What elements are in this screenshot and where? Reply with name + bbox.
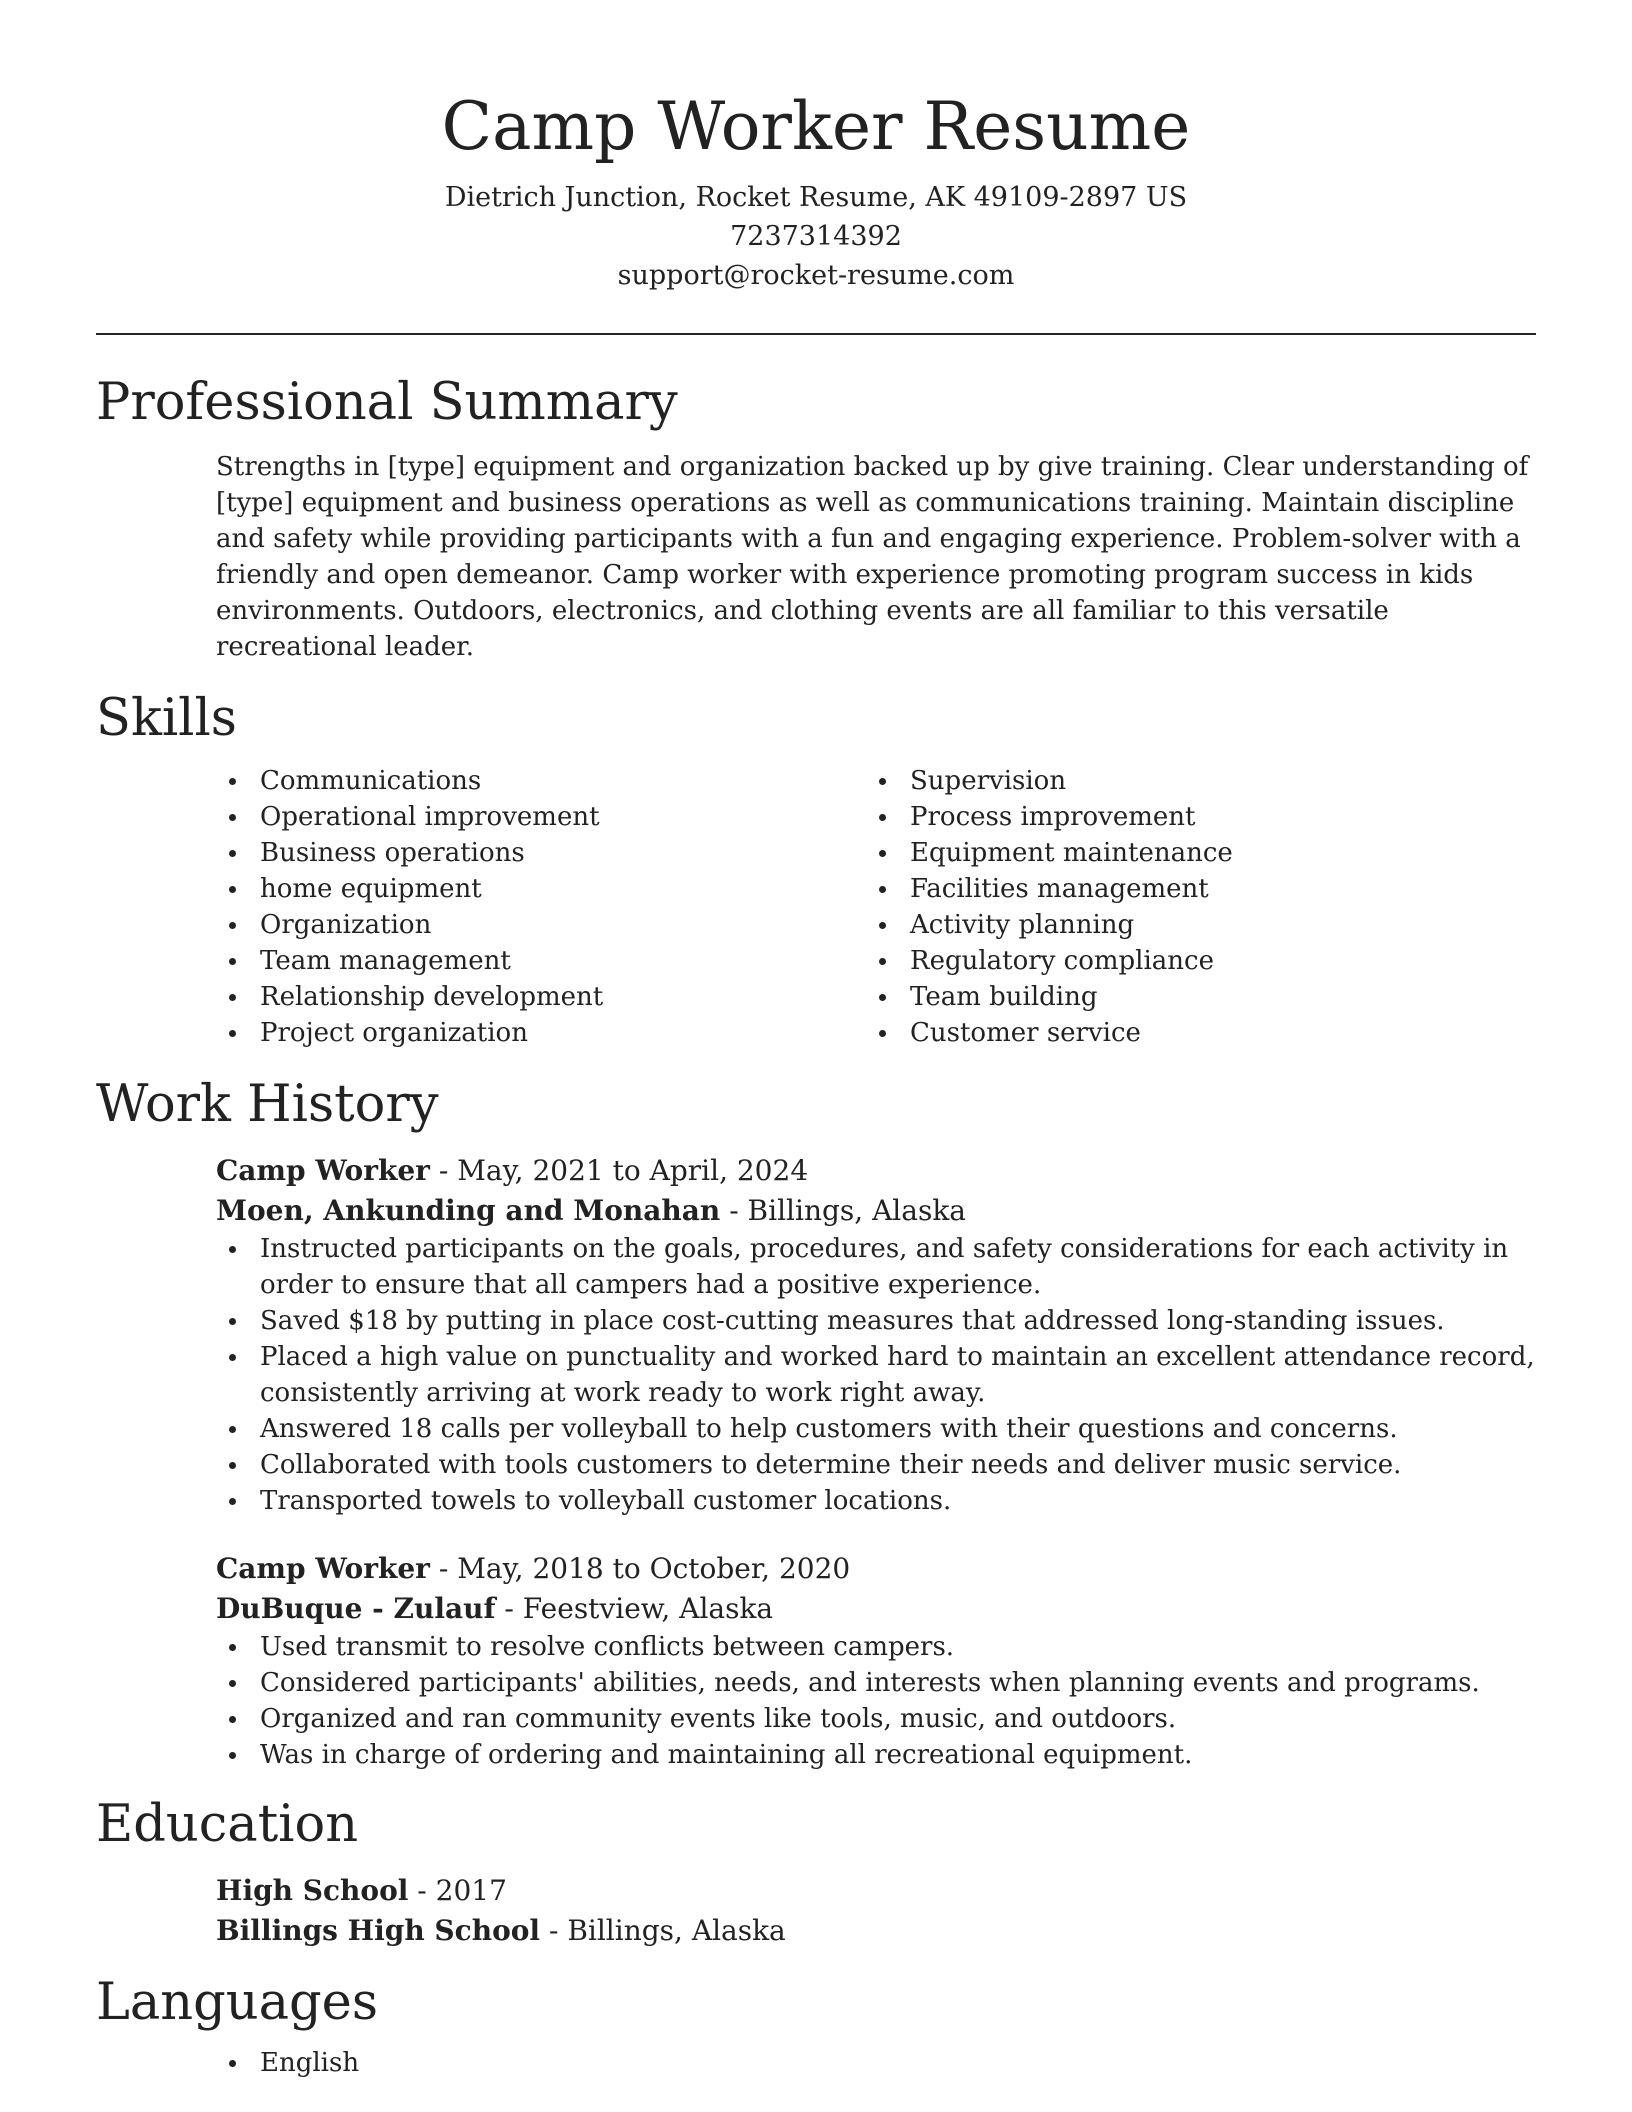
work-history-heading: Work History	[96, 1075, 439, 1134]
summary-section	[96, 373, 1536, 665]
skill-item: Facilities management	[866, 871, 1516, 907]
skills-list-right	[866, 763, 1516, 1051]
skill-item: Equipment maintenance	[866, 835, 1516, 871]
resume-title: Camp Worker Resume	[441, 88, 1191, 165]
skills-column-left	[216, 763, 866, 1051]
skills-list-left	[216, 763, 866, 1051]
skill-item: Business operations	[216, 835, 866, 871]
job-company: Moen, Ankunding and Monahan	[216, 1194, 721, 1227]
job-location: - Billings, Alaska	[720, 1194, 966, 1227]
job-bullets	[96, 1629, 1536, 1773]
skills-grid	[216, 763, 1536, 1051]
education-heading: Education	[96, 1795, 359, 1854]
skill-item: Supervision	[866, 763, 1516, 799]
skills-column-right	[866, 763, 1516, 1051]
skill-item: Project organization	[216, 1015, 866, 1051]
job-bullet: Organized and ran community events like tools, music, and outdoors.	[216, 1701, 1536, 1737]
contact-phone: 7237314392	[730, 221, 902, 252]
education-school-line	[216, 1911, 1536, 1951]
skill-item: Process improvement	[866, 799, 1516, 835]
job-bullet: Transported towels to volleyball customer locations.	[216, 1483, 1536, 1519]
job-dates: - May, 2021 to April, 2024	[429, 1154, 809, 1187]
job-title: Camp Worker	[216, 1552, 430, 1585]
languages-heading: Languages	[96, 1973, 379, 2032]
job-bullet: Collaborated with tools customers to determine their needs and deliver music service.	[216, 1447, 1536, 1483]
skill-item: Team building	[866, 979, 1516, 1015]
job-entry	[216, 1151, 1536, 1519]
job-entry	[216, 1549, 1536, 1773]
education-section	[96, 1795, 1536, 1951]
contact-email: support@rocket-resume.com	[617, 260, 1015, 291]
job-bullet: Was in charge of ordering and maintaining all recreational equipment.	[216, 1737, 1536, 1773]
skills-section	[96, 689, 1536, 1051]
job-bullet: Used transmit to resolve conflicts between campers.	[216, 1629, 1536, 1665]
skill-item: Customer service	[866, 1015, 1516, 1051]
resume-page	[96, 0, 1536, 2081]
contact-info	[96, 178, 1536, 295]
languages-list	[216, 2045, 1536, 2081]
job-title: Camp Worker	[216, 1154, 430, 1187]
job-title-line	[216, 1549, 1536, 1589]
job-bullet: Instructed participants on the goals, procedures, and safety considerations for each activity in order to ensure that all campers had a positive experience.	[216, 1231, 1536, 1303]
skill-item: Relationship development	[216, 979, 866, 1015]
skill-item: home equipment	[216, 871, 866, 907]
header-divider	[96, 333, 1536, 335]
resume-header	[96, 0, 1536, 295]
job-bullet: Placed a high value on punctuality and worked hard to maintain an excellent attendance record, consistently arriving at work ready to work right away.	[216, 1339, 1536, 1411]
job-dates: - May, 2018 to October, 2020	[429, 1552, 851, 1585]
job-bullets	[96, 1231, 1536, 1519]
job-bullet: Saved $18 by putting in place cost-cutting measures that addressed long-standing issues.	[216, 1303, 1536, 1339]
education-degree-line	[216, 1871, 1536, 1911]
job-company: DuBuque - Zulauf	[216, 1592, 496, 1625]
summary-text: Strengths in [type] equipment and organization backed up by give training. Clear understanding of [type] equipment and business operations as well as communications training. Maintain discipline and safety while providing participants with a fun and engaging experience. Problem-solver with a friendly and open demeanor. Camp worker with experience promoting program success in kids environments. Outdoors, electronics, and clothing events are all familiar to this versatile recreational leader.	[216, 452, 1529, 662]
skill-item: Communications	[216, 763, 866, 799]
education-degree: High School	[216, 1874, 409, 1907]
job-company-line	[216, 1191, 1536, 1231]
job-title-line	[216, 1151, 1536, 1191]
education-year: - 2017	[408, 1874, 507, 1907]
skill-item: Regulatory compliance	[866, 943, 1516, 979]
skill-item: Operational improvement	[216, 799, 866, 835]
languages-section	[96, 1973, 1536, 2081]
education-location: - Billings, Alaska	[540, 1914, 786, 1947]
education-school: Billings High School	[216, 1914, 541, 1947]
work-history-section	[96, 1075, 1536, 1773]
contact-address: Dietrich Junction, Rocket Resume, AK 49109-2897 US	[444, 182, 1188, 213]
skill-item: Team management	[216, 943, 866, 979]
job-bullet: Answered 18 calls per volleyball to help customers with their questions and concerns.	[216, 1411, 1536, 1447]
job-bullet: Considered participants' abilities, needs, and interests when planning events and programs.	[216, 1665, 1536, 1701]
skills-heading: Skills	[96, 689, 237, 748]
education-entry	[216, 1871, 1536, 1951]
skill-item: Organization	[216, 907, 866, 943]
job-location: - Feestview, Alaska	[495, 1592, 774, 1625]
language-item: English	[216, 2045, 1536, 2081]
skill-item: Activity planning	[866, 907, 1516, 943]
job-company-line	[216, 1589, 1536, 1629]
summary-heading: Professional Summary	[96, 373, 678, 432]
